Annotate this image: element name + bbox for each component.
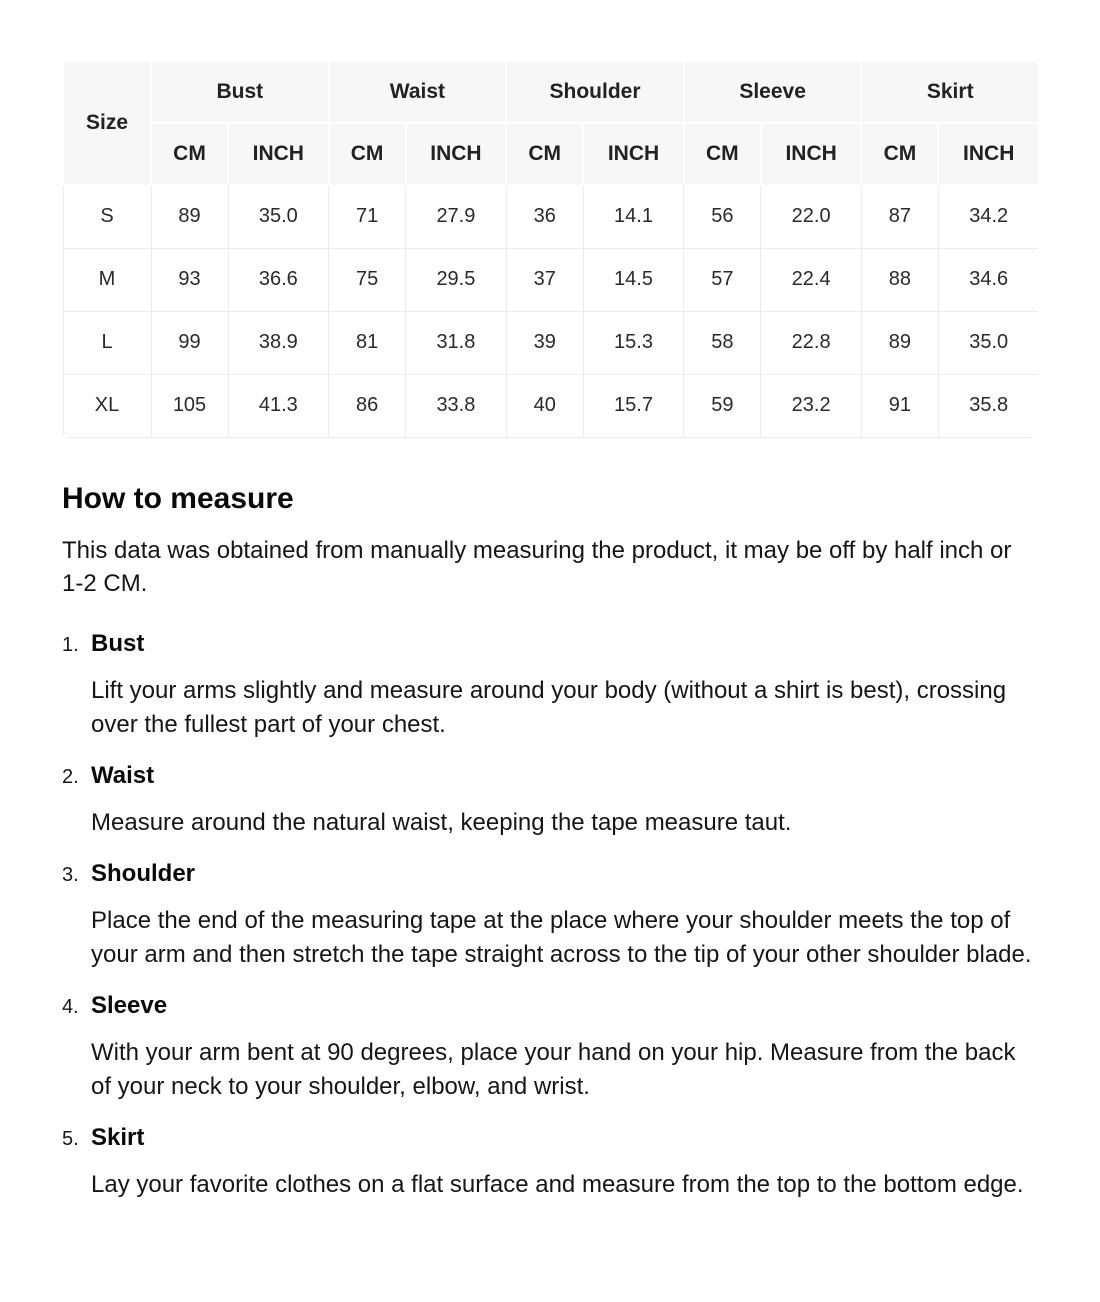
unit-header-row	[63, 123, 1038, 185]
step-number: 4.	[62, 995, 79, 1018]
value-cell: 14.1	[583, 185, 684, 248]
value-cell: 56	[684, 185, 761, 248]
intro-paragraph: This data was obtained from manually measuring the product, it may be off by half inch or 1-2 CM.	[62, 536, 1012, 597]
group-header-waist: Waist	[329, 61, 507, 123]
measure-steps-list	[62, 630, 1038, 1222]
measure-step-bust	[62, 630, 1038, 762]
value-cell: 29.5	[406, 248, 507, 311]
step-title: Sleeve	[91, 991, 168, 1019]
step-body	[91, 860, 1038, 992]
value-cell: 87	[861, 185, 938, 248]
value-cell: 86	[329, 374, 406, 437]
value-cell: 41.3	[228, 374, 329, 437]
value-cell: 22.0	[761, 185, 862, 248]
step-title: Bust	[91, 629, 145, 657]
size-chart-body	[63, 185, 1038, 437]
step-description: Measure around the natural waist, keeping the tape measure taut.	[91, 808, 792, 836]
size-cell: M	[63, 248, 151, 311]
value-cell: 81	[329, 311, 406, 374]
value-cell: 35.0	[228, 185, 329, 248]
value-cell: 23.2	[761, 374, 862, 437]
value-cell: 91	[861, 374, 938, 437]
size-cell: XL	[63, 374, 151, 437]
value-cell: 89	[861, 311, 938, 374]
group-header-shoulder: Shoulder	[506, 61, 684, 123]
table-row-l	[63, 311, 1038, 374]
unit-header-waist-cm: CM	[329, 123, 406, 185]
step-description: With your arm bent at 90 degrees, place your hand on your hip. Measure from the back of your neck to your shoulder, elbow, and wrist.	[91, 1038, 1016, 1100]
value-cell: 88	[861, 248, 938, 311]
table-row-xl	[63, 374, 1038, 437]
step-description: Lift your arms slightly and measure around your body (without a shirt is best), crossing over the fullest part of your chest.	[91, 676, 1007, 738]
step-title: Waist	[91, 761, 155, 789]
value-cell: 71	[329, 185, 406, 248]
step-body	[91, 1124, 1038, 1222]
value-cell: 27.9	[406, 185, 507, 248]
unit-header-shoulder-inch: INCH	[583, 123, 684, 185]
step-body	[91, 630, 1038, 762]
unit-header-bust-inch: INCH	[228, 123, 329, 185]
table-row-m	[63, 248, 1038, 311]
value-cell: 38.9	[228, 311, 329, 374]
value-cell: 93	[151, 248, 228, 311]
value-cell: 22.4	[761, 248, 862, 311]
value-cell: 36	[506, 185, 583, 248]
unit-header-skirt-inch: INCH	[938, 123, 1038, 185]
group-header-sleeve: Sleeve	[684, 61, 862, 123]
value-cell: 36.6	[228, 248, 329, 311]
step-description: Lay your favorite clothes on a flat surface and measure from the top to the bottom edge.	[91, 1170, 1024, 1198]
unit-header-skirt-cm: CM	[861, 123, 938, 185]
group-header-bust: Bust	[151, 61, 329, 123]
value-cell: 14.5	[583, 248, 684, 311]
unit-header-waist-inch: INCH	[406, 123, 507, 185]
value-cell: 57	[684, 248, 761, 311]
size-chart-table	[62, 60, 1038, 438]
value-cell: 31.8	[406, 311, 507, 374]
value-cell: 35.0	[938, 311, 1038, 374]
value-cell: 34.2	[938, 185, 1038, 248]
value-cell: 89	[151, 185, 228, 248]
value-cell: 59	[684, 374, 761, 437]
value-cell: 37	[506, 248, 583, 311]
step-title: Shoulder	[91, 859, 196, 887]
size-cell: L	[63, 311, 151, 374]
group-header-skirt: Skirt	[861, 61, 1038, 123]
measure-step-waist	[62, 762, 1038, 860]
value-cell: 58	[684, 311, 761, 374]
measure-step-shoulder	[62, 860, 1038, 992]
step-number: 1.	[62, 633, 79, 656]
value-cell: 105	[151, 374, 228, 437]
measure-step-sleeve	[62, 992, 1038, 1124]
value-cell: 99	[151, 311, 228, 374]
value-cell: 35.8	[938, 374, 1038, 437]
unit-header-sleeve-cm: CM	[684, 123, 761, 185]
value-cell: 40	[506, 374, 583, 437]
value-cell: 39	[506, 311, 583, 374]
value-cell: 34.6	[938, 248, 1038, 311]
step-title: Skirt	[91, 1123, 145, 1151]
size-column-header: Size	[63, 61, 151, 185]
step-body	[91, 992, 1038, 1124]
step-number: 2.	[62, 765, 79, 788]
value-cell: 33.8	[406, 374, 507, 437]
value-cell: 22.8	[761, 311, 862, 374]
value-cell: 75	[329, 248, 406, 311]
step-body	[91, 762, 1038, 860]
step-description: Place the end of the measuring tape at the place where your shoulder meets the top of your arm and then stretch the tape straight across to the tip of your other shoulder blade.	[91, 906, 1032, 968]
how-to-measure-heading: How to measure	[62, 481, 294, 515]
unit-header-bust-cm: CM	[151, 123, 228, 185]
size-cell: S	[63, 185, 151, 248]
measure-step-skirt	[62, 1124, 1038, 1222]
size-chart-container	[62, 60, 1038, 438]
size-chart-header	[63, 61, 1038, 185]
group-header-row	[63, 61, 1038, 123]
unit-header-sleeve-inch: INCH	[761, 123, 862, 185]
step-number: 5.	[62, 1127, 79, 1150]
step-number: 3.	[62, 863, 79, 886]
value-cell: 15.7	[583, 374, 684, 437]
value-cell: 15.3	[583, 311, 684, 374]
unit-header-shoulder-cm: CM	[506, 123, 583, 185]
table-row-s	[63, 185, 1038, 248]
